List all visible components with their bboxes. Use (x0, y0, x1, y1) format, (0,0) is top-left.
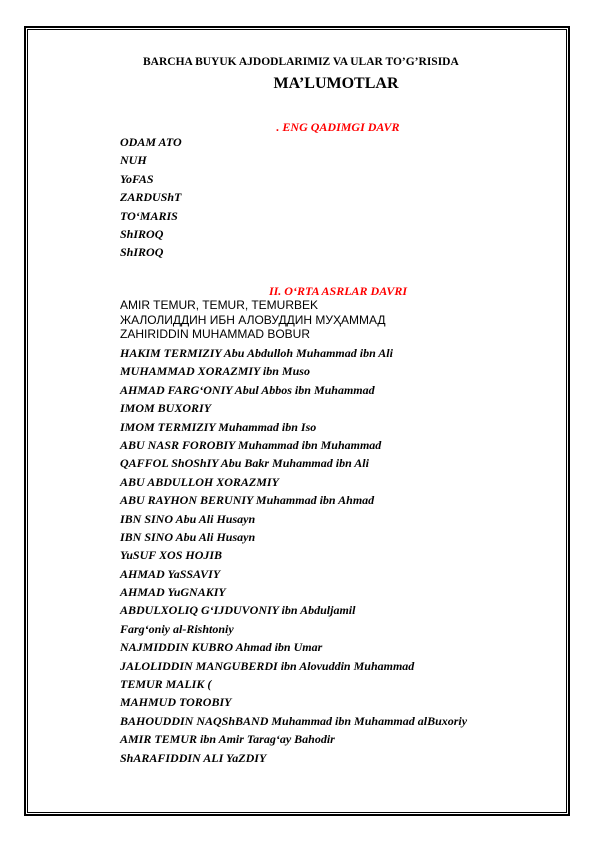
document-subtitle: MA’LUMOTLAR (273, 75, 399, 92)
list-item: ABDULXOLIQ G‘IJDUVONIY ibn Abduljamil (120, 603, 356, 618)
list-item: ZARDUShT (120, 190, 182, 205)
list-item: ShARAFIDDIN ALI YaZDIY (120, 750, 267, 765)
list-item: ODAM ATO (120, 135, 182, 149)
list-item: IBN SINO Abu Ali Husayn (120, 511, 256, 526)
list-item: HAKIM TERMIZIY Abu Abdulloh Muhammad ibn Ali (120, 346, 393, 360)
list-item: NAJMIDDIN KUBRO Ahmad ibn Umar (120, 640, 323, 655)
list-item: ZAHIRIDDIN MUHAMMAD BOBUR (120, 327, 311, 341)
list-item: BAHOUDDIN NAQShBAND Muhammad ibn Muhammad alBuxoriy (120, 713, 468, 728)
section-heading-ancient: . ENG QADIMGI DAVR (276, 120, 400, 134)
list-item: AHMAD FARG‘ONIY Abul Abbos ibn Muhammad (120, 382, 375, 397)
list-item: YoFAS (120, 171, 154, 186)
document-title: BARCHA BUYUK AJDODLARIMIZ VA ULAR TO’G’RISIDA (143, 56, 459, 68)
section-heading-medieval: II. O‘RTA ASRLAR DAVRI (268, 284, 408, 298)
ancient-names-list (120, 133, 182, 262)
list-item: TO‘MARIS (120, 208, 178, 223)
list-item: IBN SINO Abu Ali Husayn (120, 529, 256, 544)
list-item: AHMAD YuGNAKIY (120, 585, 226, 600)
list-item: IMOM BUXORIY (120, 401, 212, 416)
list-item: IMOM TERMIZIY Muhammad ibn Iso (120, 419, 317, 434)
list-item: AMIR TEMUR, TEMUR, TEMURBEK (120, 298, 319, 312)
medieval-names-list (120, 344, 467, 767)
list-item: NUH (120, 153, 147, 168)
list-item: QAFFOL ShOShIY Abu Bakr Muhammad ibn Ali (120, 456, 369, 471)
list-item: AHMAD YaSSAVIY (120, 566, 221, 581)
list-item: AMIR TEMUR ibn Amir Tarag‘ay Bahodir (120, 732, 335, 747)
list-item: ShIROQ (120, 245, 164, 260)
list-item: ABU NASR FOROBIY Muhammad ibn Muhammad (120, 437, 382, 452)
list-item: Farg‘oniy al-Rishtoniy (120, 621, 234, 636)
list-item: YuSUF XOS HOJIB (120, 548, 223, 563)
list-item: ЖАЛОЛИДДИН ИБН АЛОВУДДИН МУҲАММАД (120, 312, 386, 327)
list-item: ABU RAYHON BERUNIY Muhammad ibn Ahmad (120, 493, 375, 508)
list-item: MAHMUD TOROBIY (120, 695, 232, 710)
list-item: MUHAMMAD XORAZMIY ibn Muso (120, 364, 310, 379)
medieval-plain-list (120, 298, 386, 342)
list-item: ShIROQ (120, 226, 164, 241)
list-item: JALOLIDDIN MANGUBERDI ibn Alovuddin Muhammad (120, 658, 415, 673)
list-item: TEMUR MALIK ( (120, 677, 212, 692)
list-item: ABU ABDULLOH XORAZMIY (120, 474, 279, 489)
